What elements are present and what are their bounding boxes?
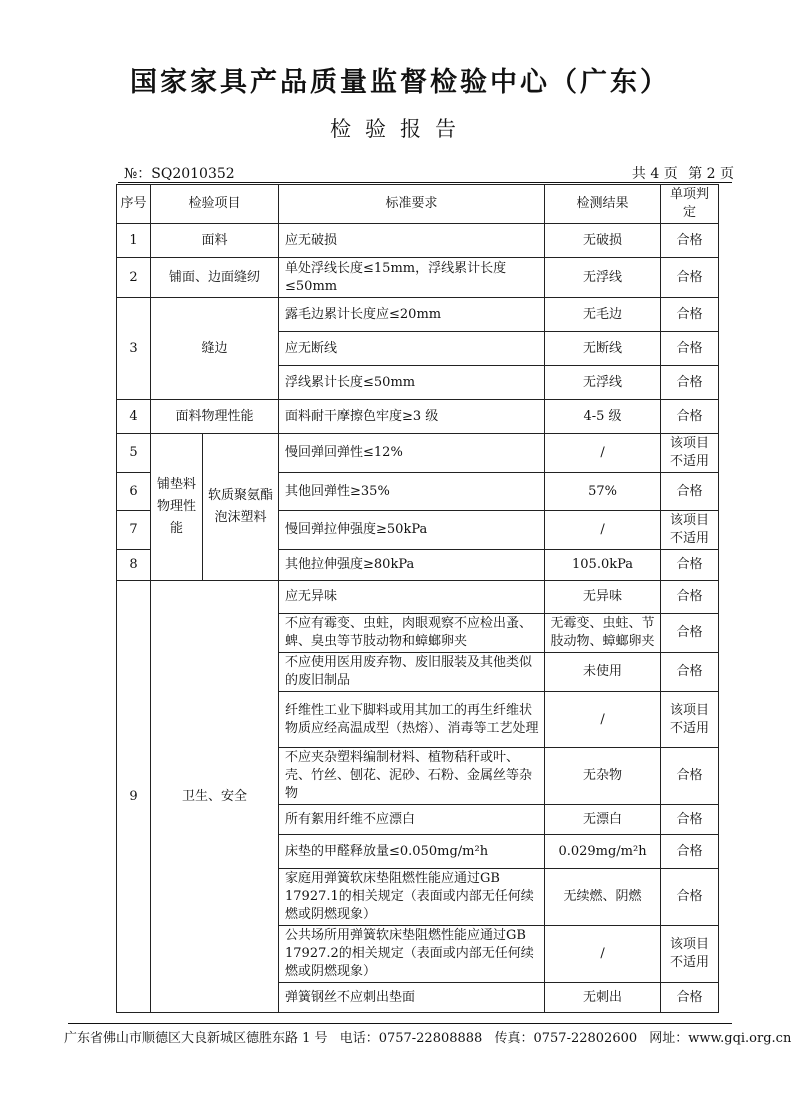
row-no: 2 — [117, 258, 151, 298]
row-verdict: 该项目不适用 — [661, 434, 719, 473]
row-result: 无断线 — [545, 332, 661, 366]
row-verdict: 合格 — [661, 653, 719, 692]
row-no: 6 — [117, 473, 151, 511]
table-row — [117, 258, 719, 298]
row-no: 8 — [117, 550, 151, 581]
row-verdict: 合格 — [661, 550, 719, 581]
row-verdict: 合格 — [661, 869, 719, 926]
row-standard: 其他拉伸强度≥80kPa — [279, 550, 545, 581]
row-item: 铺面、边面缝纫 — [151, 258, 279, 298]
row-verdict: 合格 — [661, 748, 719, 805]
row-standard: 慢回弹回弹性≤12% — [279, 434, 545, 473]
footer-fax: 传真：0757-22802600 — [494, 1031, 638, 1046]
row-result: 未使用 — [545, 653, 661, 692]
row-verdict: 该项目不适用 — [661, 926, 719, 983]
header-rule — [118, 182, 732, 183]
row-result: 无霉变、虫蛀、节肢动物、蟑螂卵夹 — [545, 614, 661, 653]
row-standard: 慢回弹拉伸强度≥50kPa — [279, 511, 545, 550]
page-indicator — [626, 163, 734, 183]
row-standard: 家庭用弹簧软床垫阻燃性能应通过GB 17927.1的相关规定（表面或内部无任何续燃或阴燃现象） — [279, 869, 545, 926]
row-standard: 不应夹杂塑料编制材料、植物秸秆或叶、壳、竹丝、刨花、泥砂、石粉、金属丝等杂物 — [279, 748, 545, 805]
table-row — [117, 434, 719, 473]
table-row — [117, 224, 719, 258]
row-standard: 单处浮线长度≤15mm，浮线累计长度≤50mm — [279, 258, 545, 298]
row-verdict: 合格 — [661, 366, 719, 400]
current-page: 第 2 页 — [688, 166, 734, 182]
row-standard: 其他回弹性≥35% — [279, 473, 545, 511]
header-standard: 标准要求 — [279, 185, 545, 224]
row-standard: 应无破损 — [279, 224, 545, 258]
report-org-title: 国家家具产品质量监督检验中心（广东） — [130, 67, 670, 98]
row-verdict: 合格 — [661, 473, 719, 511]
cushion-group-label: 铺垫料物理性能 — [151, 434, 203, 581]
row-result: 无续燃、阴燃 — [545, 869, 661, 926]
row-result: 无破损 — [545, 224, 661, 258]
row-result: 0.029mg/m²h — [545, 835, 661, 869]
row-standard: 露毛边累计长度应≤20mm — [279, 298, 545, 332]
row-standard: 不应有霉变、虫蛀，肉眼观察不应检出蚤、蜱、臭虫等节肢动物和蟑螂卵夹 — [279, 614, 545, 653]
row-standard: 公共场所用弹簧软床垫阻燃性能应通过GB 17927.2的相关规定（表面或内部无任何续燃或阴燃现象） — [279, 926, 545, 983]
header-item: 检验项目 — [151, 185, 279, 224]
row-result: 无浮线 — [545, 258, 661, 298]
row-verdict: 合格 — [661, 298, 719, 332]
row-no: 4 — [117, 400, 151, 434]
row-standard: 不应使用医用废弃物、废旧服装及其他类似的废旧制品 — [279, 653, 545, 692]
table-row — [117, 581, 719, 614]
footer-phone: 电话：0757-22808888 — [339, 1031, 483, 1046]
table-row — [117, 400, 719, 434]
table-header-row — [117, 185, 719, 224]
row-verdict: 合格 — [661, 805, 719, 835]
row-standard: 面料耐干摩擦色牢度≥3 级 — [279, 400, 545, 434]
row-result: 57% — [545, 473, 661, 511]
row-result: 4-5 级 — [545, 400, 661, 434]
row-verdict: 合格 — [661, 614, 719, 653]
row-result: / — [545, 511, 661, 550]
inspection-table — [116, 184, 719, 1013]
row-no: 9 — [117, 581, 151, 1013]
row-no: 1 — [117, 224, 151, 258]
row-verdict: 该项目不适用 — [661, 692, 719, 748]
row-standard: 弹簧钢丝不应刺出垫面 — [279, 983, 545, 1013]
row-verdict: 合格 — [661, 400, 719, 434]
row-item: 卫生、安全 — [151, 581, 279, 1013]
row-result: 无浮线 — [545, 366, 661, 400]
row-standard: 所有絮用纤维不应漂白 — [279, 805, 545, 835]
row-result: 无刺出 — [545, 983, 661, 1013]
row-result: / — [545, 434, 661, 473]
row-verdict: 合格 — [661, 258, 719, 298]
row-standard: 浮线累计长度≤50mm — [279, 366, 545, 400]
row-result: 无异味 — [545, 581, 661, 614]
footer-rule — [68, 1023, 732, 1024]
footer-contact — [60, 1027, 792, 1046]
footer-website: 网址：www.gqi.org.cn — [649, 1031, 792, 1046]
row-verdict: 合格 — [661, 581, 719, 614]
footer-address: 广东省佛山市顺德区大良新城区德胜东路 1 号 — [64, 1031, 328, 1046]
row-result: / — [545, 926, 661, 983]
row-standard: 纤维性工业下脚料或用其加工的再生纤维状物质应经高温成型（热熔）、消毒等工艺处理 — [279, 692, 545, 748]
row-standard: 应无异味 — [279, 581, 545, 614]
row-standard: 床垫的甲醛释放量≤0.050mg/m²h — [279, 835, 545, 869]
row-standard: 应无断线 — [279, 332, 545, 366]
row-verdict: 合格 — [661, 835, 719, 869]
row-verdict: 合格 — [661, 983, 719, 1013]
row-verdict: 合格 — [661, 224, 719, 258]
row-no: 3 — [117, 298, 151, 400]
row-result: / — [545, 692, 661, 748]
cushion-material-label: 软质聚氨酯泡沫塑料 — [203, 434, 279, 581]
row-no: 5 — [117, 434, 151, 473]
row-no: 7 — [117, 511, 151, 550]
row-result: 无漂白 — [545, 805, 661, 835]
row-result: 无杂物 — [545, 748, 661, 805]
report-number: №：SQ2010352 — [124, 166, 235, 182]
row-item: 缝边 — [151, 298, 279, 400]
header-verdict: 单项判定 — [661, 185, 719, 224]
table-row — [117, 298, 719, 332]
row-verdict: 该项目不适用 — [661, 511, 719, 550]
total-pages: 共 4 页 — [631, 166, 678, 182]
row-result: 105.0kPa — [545, 550, 661, 581]
header-result: 检测结果 — [545, 185, 661, 224]
row-item: 面料 — [151, 224, 279, 258]
header-no: 序号 — [117, 185, 151, 224]
row-item: 面料物理性能 — [151, 400, 279, 434]
row-verdict: 合格 — [661, 332, 719, 366]
report-subtitle: 检验报告 — [330, 117, 470, 141]
row-result: 无毛边 — [545, 298, 661, 332]
